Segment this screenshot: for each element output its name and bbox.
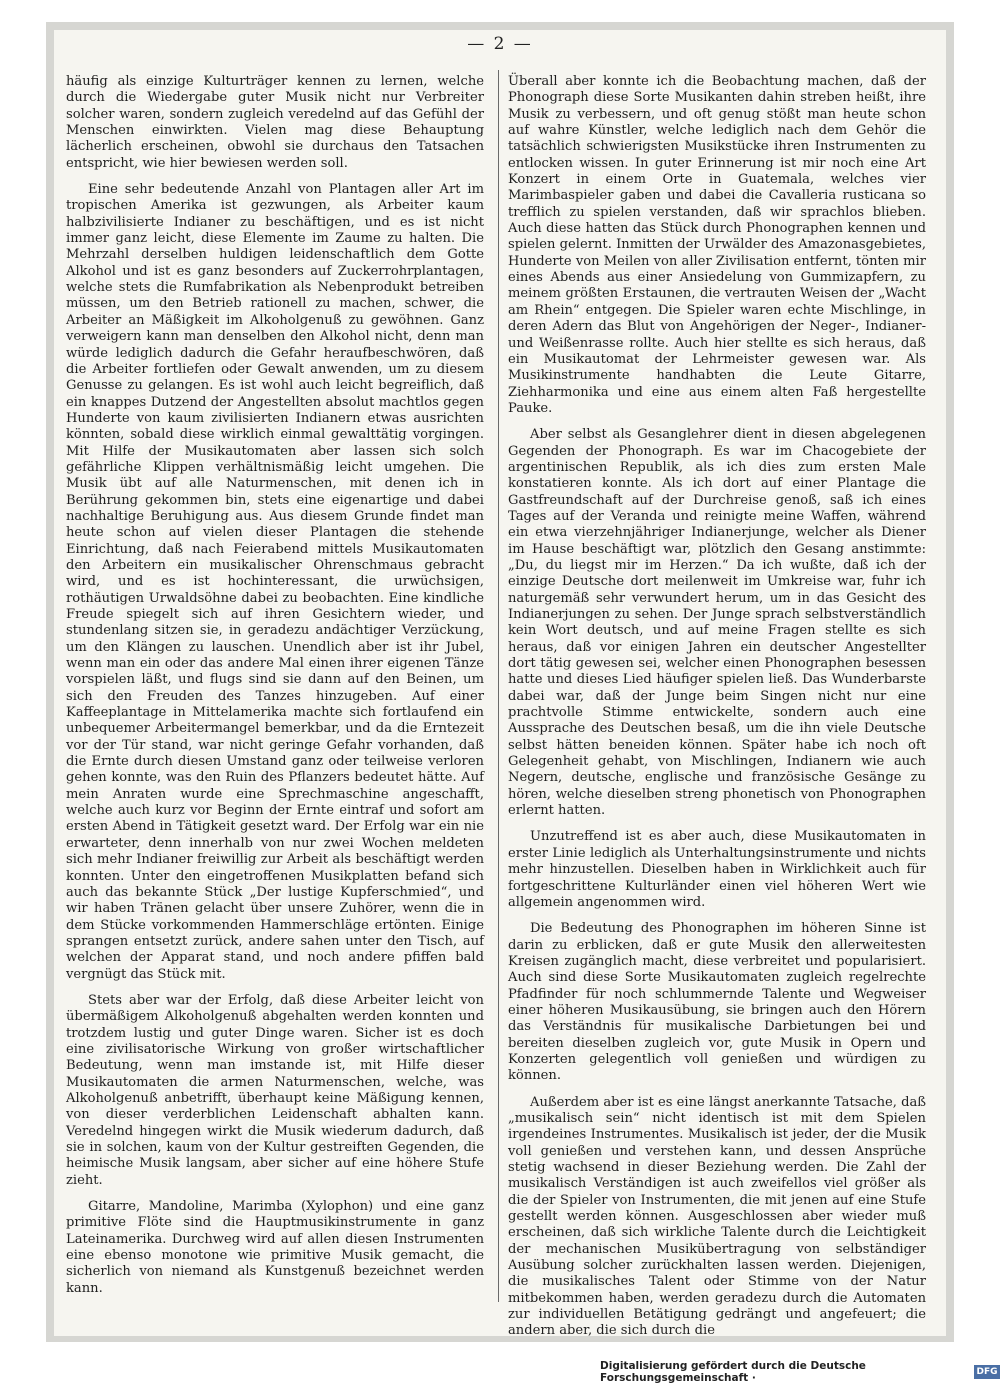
page-number: — 2 — <box>467 34 533 54</box>
paragraph: Aber selbst als Gesanglehrer dient in diesen abgelegenen Gegenden der Phonograph. Es war im Chacogebiete der argentinischen Republik, als ich dies zum ersten Male konstatieren konnte. Als ich dort auf einer Plantage die Gastfreundschaft auf der Durchreise genoß, saß ich eines Tages auf der Veranda und reinigte meine Waffen, während ein etwa vierzehnjähriger Indianerjunge, welcher als Diener im Hause beschäftigt war, plötzlich den Gesang anstimmte: „Du, du liegst mir im Herzen.“ Da ich wußte, daß ich der einzige Deutsche dort meilenweit im Umkreise war, fuhr ich naturgemäß sehr verwundert herum, um in das Gesicht des Indianerjungen zu sehen. Der Junge sprach selbstverständlich kein Wort deutsch, und auf meine Fragen stellte es sich heraus, daß vor einigen Jahren ein deutscher Angestellter dort tätig gewesen sei, welcher einen Phonographen besessen hatte und dieses Lied häufiger spielen ließ. Das Wunderbarste dabei war, daß der Junge beim Singen nicht nur eine prachtvolle Stimme entwickelte, sondern auch eine Aussprache des Deutschen besaß, um die ihn viele Deutsche selbst hätten beneiden können. Später habe ich noch oft Gelegenheit gehabt, von Mischlingen, Indianern wie auch Negern, deutsche, englische und französische Gesänge zu hören, welche dieselben streng phonetisch von Phonographen erlernt hatten. <box>508 427 926 819</box>
footer-text: Digitalisierung gefördert durch die Deutsche Forschungsgemeinschaft · <box>600 1360 866 1384</box>
funding-footer <box>600 1360 1000 1384</box>
paragraph: Stets aber war der Erfolg, daß diese Arbeiter leicht von übermäßigem Alkoholgenuß abgehalten werden konnten und trotzdem lustig und guter Dinge waren. Sicher ist es doch eine zivilisatorische Wirkung von großer wirtschaftlicher Bedeutung, wenn man imstande ist, mit Hilfe dieser Musikautomaten die armen Naturmenschen, welche, was Alkoholgenuß anbetrifft, überhaupt keine Mäßigung kennen, von dieser verderblichen Leidenschaft abhalten kann. Veredelnd hingegen wirkt die Musik wiederum dadurch, daß sie in solchen, kaum von der Kultur gestreiften Gegenden, die heimische Musik langsam, aber sicher auf eine höhere Stufe zieht. <box>66 992 484 1188</box>
paragraph: Gitarre, Mandoline, Marimba (Xylophon) und eine ganz primitive Flöte sind die Hauptmusikinstrumente in ganz Lateinamerika. Durchweg wird auf allen diesen Instrumenten eine ebenso monotone wie primitive Musik gemacht, die sicherlich von niemand als Kunstgenuß bezeichnet werden kann. <box>66 1199 484 1296</box>
right-column <box>508 74 926 1350</box>
paragraph: Unzutreffend ist es aber auch, diese Musikautomaten in erster Linie lediglich als Unterhaltungsinstrumente und nichts mehr hinzustellen. Dieselben haben in Wirklichkeit auch für fortgeschrittene Kulturländer einen viel höheren Wert wie allgemein angenommen wird. <box>508 829 926 910</box>
left-column <box>66 74 484 1307</box>
paragraph: häufig als einzige Kulturträger kennen zu lernen, welche durch die Wiedergabe guter Musik nicht nur Verbreiter solcher waren, sondern zugleich veredelnd auf das Gefühl der Menschen einwirkten. Vielen mag diese Behauptung lächerlich erscheinen, obwohl sie durchaus den Tatsachen entspricht, wie hier bewiesen werden soll. <box>66 74 484 171</box>
paragraph: Die Bedeutung des Phonographen im höheren Sinne ist darin zu erblicken, daß er gute Musik den allerweitesten Kreisen zugänglich macht, diese verbreitet und popularisiert. Auch sind diese Sorte Musikautomaten zugleich regelrechte Pfadfinder für noch schlummernde Talente und Wegweiser einer höheren Musikausübung, sie bringen auch den Hörern das Verständnis für musikalische Darbietungen bei und bereiten dieselben zugleich vor, gute Musik in Opern und Konzerten gelegentlich voll genießen und würdigen zu können. <box>508 921 926 1084</box>
paragraph: Eine sehr bedeutende Anzahl von Plantagen aller Art im tropischen Amerika ist gezwungen, als Arbeiter kaum halbzivilisierte Indianer zu beschäftigen, und es ist nicht immer ganz leicht, diese Elemente im Zaume zu halten. Die Mehrzahl derselben huldigen leidenschaftlich dem Gotte Alkohol und ist es ganz besonders auf Zuckerrohrplantagen, welche stets die Rumfabrikation als Nebenprodukt betreiben müssen, um den Betrieb rationell zu machen, schwer, die Arbeiter an Mäßigkeit im Alkoholgenuß zu gewöhnen. Ganz verweigern kann man denselben den Alkohol nicht, denn man würde lediglich dadurch die Gefahr heraufbeschwören, daß die Arbeiter fortliefen oder Gewalt anwenden, um zu diesem Genusse zu gelangen. Es ist wohl auch leicht begreiflich, daß ein knappes Dutzend der Angestellten absolut machtlos gegen Hunderte von kaum zivilisierten Indianern etwas ausrichten könnten, sobald diese wirklich einmal gewalttätig vorgingen. Mit Hilfe der Musikautomaten aber lassen sich solch gefährliche Klippen verhältnismäßig leicht umgehen. Die Musik übt auf alle Naturmenschen, mit denen ich in Berührung gekommen bin, stets eine eigenartige und dabei nachhaltige Beruhigung aus. Aus diesem Grunde findet man heute schon auf vielen dieser Plantagen die stehende Einrichtung, daß nach Feierabend mittels Musikautomaten den Arbeitern ein musikalischer Ohrenschmaus gebracht wird, und es ist hochinteressant, die urwüchsigen, rothäutigen Urwaldsöhne dabei zu beobachten. Eine kindliche Freude spiegelt sich auf ihren Gesichtern wieder, und stundenlang sitzen sie, in geradezu andächtiger Verzückung, um den Klängen zu lauschen. Unendlich aber ist ihr Jubel, wenn man ein oder das andere Mal einen ihrer eigenen Tänze vorspielen läßt, und flugs sind sie dann auf den Beinen, um sich den Freuden des Tanzes hinzugeben. Auf einer Kaffeeplantage in Mittelamerika machte sich fortlaufend ein unbequemer Arbeitermangel bemerkbar, und da die Erntezeit vor der Tür stand, war nicht geringe Gefahr vorhanden, daß die Ernte durch diesen Umstand ganz oder teilweise verloren gehen konnte, was den Ruin des Pflanzers bedeutet hätte. Auf mein Anraten wurde eine Sprechmaschine angeschafft, welche auch kurz vor Beginn der Ernte eintraf und sofort am ersten Abend in Tätigkeit gesetzt ward. Der Erfolg war ein nie erwarteter, denn innerhalb von nur zwei Wochen meldeten sich mehr Indianer freiwillig zur Arbeit als beschäftigt werden konnten. Unter den eingetroffenen Musikplatten befand sich auch das bekannte Stück „Der lustige Kupferschmied“, und wir haben Tränen gelacht über unsere Zuhörer, wenn die in dem Stücke vorkommenden Hammerschläge ertönten. Einige sprangen entsetzt zurück, andere sahen unter den Tisch, auf welchen der Apparat stand, und noch andere pfiffen bald vergnügt das Stück mit. <box>66 182 484 982</box>
paragraph: Überall aber konnte ich die Beobachtung machen, daß der Phonograph diese Sorte Musikanten dahin streben heißt, ihre Musik zu verbessern, und oft genug stößt man heute schon auf wahre Künstler, welche lediglich nach dem Gehör die tatsächlich schwierigsten Musikstücke ihren Instrumenten zu entlocken wissen. In guter Erinnerung ist mir noch eine Art Konzert in einem Orte in Guatemala, welches vier Marimbaspieler gaben und dabei die Cavalleria rusticana so trefflich zu spielen verstanden, daß wir sprachlos blieben. Auch diese hatten das Stück durch Phonographen kennen und spielen gelernt. Inmitten der Urwälder des Amazonasgebietes, Hunderte von Meilen von aller Zivilisation entfernt, tönten mir eines Abends aus einer Ansiedelung von Gummizapfern, zu meinem größten Erstaunen, die vertrauten Weisen der „Wacht am Rhein“ entgegen. Die Spieler waren echte Mischlinge, in deren Adern das Blut von Angehörigen der Neger-, Indianer- und Weißenrasse rollte. Auch hier stellte es sich heraus, daß ein Musikautomat der Lehrmeister gewesen war. Als Musikinstrumente handhabten die Leute Gitarre, Ziehharmonika und eine aus einem alten Faß hergestellte Pauke. <box>508 74 926 416</box>
column-divider <box>498 70 499 1302</box>
paragraph: Außerdem aber ist es eine längst anerkannte Tatsache, daß „musikalisch sein“ nicht identisch ist mit dem Spielen irgendeines Instrumentes. Musikalisch ist jeder, der die Musik voll genießen und verstehen kann, und dessen Ansprüche stetig wachsend in dieser Beziehung werden. Die Zahl der musikalisch Verständigen ist auch zweifellos viel größer als die der Spieler von Instrumenten, die mit jenen auf eine Stufe gestellt werden können. Ausgeschlossen aber wieder muß erscheinen, daß sich wirkliche Talente durch die Leichtigkeit der mechanischen Musikübertragung von selbständiger Ausübung solcher zurückhalten lassen werden. Diejenigen, die musikalisches Talent oder Stimme von der Natur mitbekommen haben, werden geradezu durch die Automaten zur individuellen Betätigung gedrängt und angefeuert; die andern aber, die sich durch die <box>508 1094 927 1339</box>
dfg-logo: DFG <box>974 1365 1000 1379</box>
